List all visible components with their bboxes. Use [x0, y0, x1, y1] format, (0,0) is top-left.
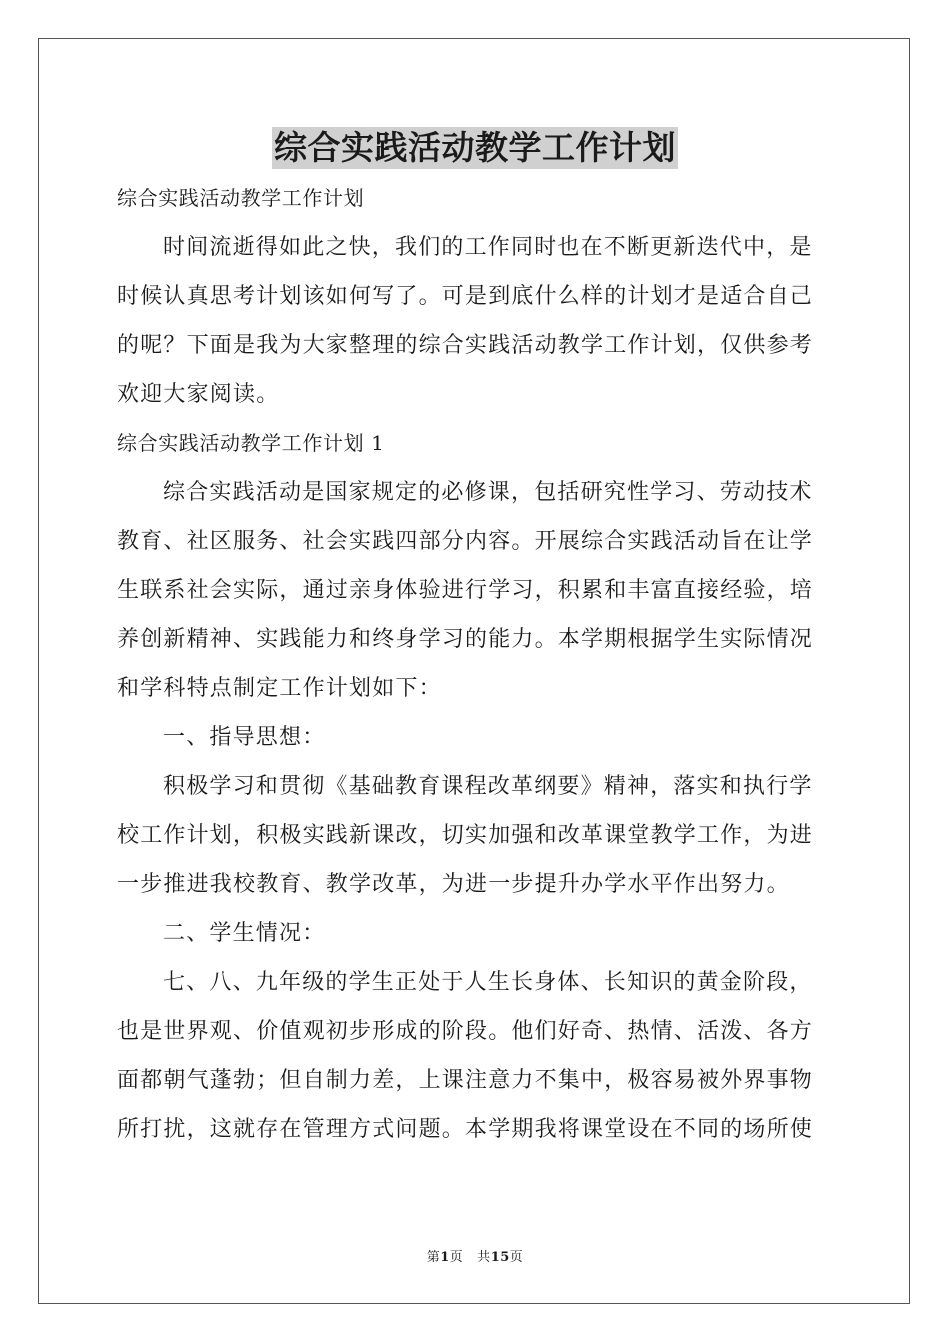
page-footer [0, 1246, 950, 1265]
paragraph-line: 所打扰，这就存在管理方式问题。本学期我将课堂设在不同的场所使 [117, 1117, 814, 1142]
paragraph-line: 二、学生情况： [163, 921, 326, 946]
paragraph-line: 欢迎大家阅读。 [117, 382, 280, 407]
footer-page-unit: 页 [449, 1250, 464, 1265]
footer-page-number: 1 [440, 1250, 450, 1265]
footer-prefix: 第 [426, 1250, 441, 1265]
document-body [117, 180, 833, 1160]
paragraph-line: 时候认真思考计划该如何写了。可是到底什么样的计划才是适合自己 [117, 284, 814, 309]
paragraph-line: 养创新精神、实践能力和终身学习的能力。本学期根据学生实际情况 [117, 627, 814, 652]
paragraph-line: 教育、社区服务、社会实践四部分内容。开展综合实践活动旨在让学 [117, 529, 814, 554]
footer-total-pages: 15 [490, 1250, 510, 1265]
paragraph-line: 也是世界观、价值观初步形成的阶段。他们好奇、热情、活泼、各方 [117, 1019, 814, 1044]
paragraph-line: 积极学习和贯彻《基础教育课程改革纲要》精神，落实和执行学 [163, 774, 813, 799]
paragraph-line: 生联系社会实际，通过亲身体验进行学习，积累和丰富直接经验，培 [117, 578, 814, 603]
paragraph-line: 七、八、九年级的学生正处于人生长身体、长知识的黄金阶段， [163, 970, 813, 995]
paragraph-line: 面都朝气蓬勃；但自制力差，上课注意力不集中，极容易被外界事物 [117, 1068, 814, 1093]
page-title: 综合实践活动教学工作计划 [274, 128, 676, 167]
title-wrap [0, 127, 950, 169]
section-heading: 综合实践活动教学工作计划 1 [117, 431, 385, 455]
section-heading: 综合实践活动教学工作计划 [117, 186, 365, 210]
paragraph-line: 的呢？下面是我为大家整理的综合实践活动教学工作计划，仅供参考 [117, 333, 814, 358]
paragraph-line: 时间流逝得如此之快，我们的工作同时也在不断更新迭代中，是 [163, 235, 813, 260]
paragraph-line: 校工作计划，积极实践新课改，切实加强和改革课堂教学工作，为进 [117, 823, 814, 848]
paragraph-line: 综合实践活动是国家规定的必修课，包括研究性学习、劳动技术 [163, 480, 813, 505]
paragraph-line: 一步推进我校教育、教学改革，为进一步提升办学水平作出努力。 [117, 872, 790, 897]
footer-total-prefix: 共 [477, 1250, 491, 1265]
paragraph-line: 一、指导思想： [163, 725, 326, 750]
footer-total-unit: 页 [509, 1250, 524, 1265]
paragraph-line: 和学科特点制定工作计划如下： [117, 676, 442, 701]
